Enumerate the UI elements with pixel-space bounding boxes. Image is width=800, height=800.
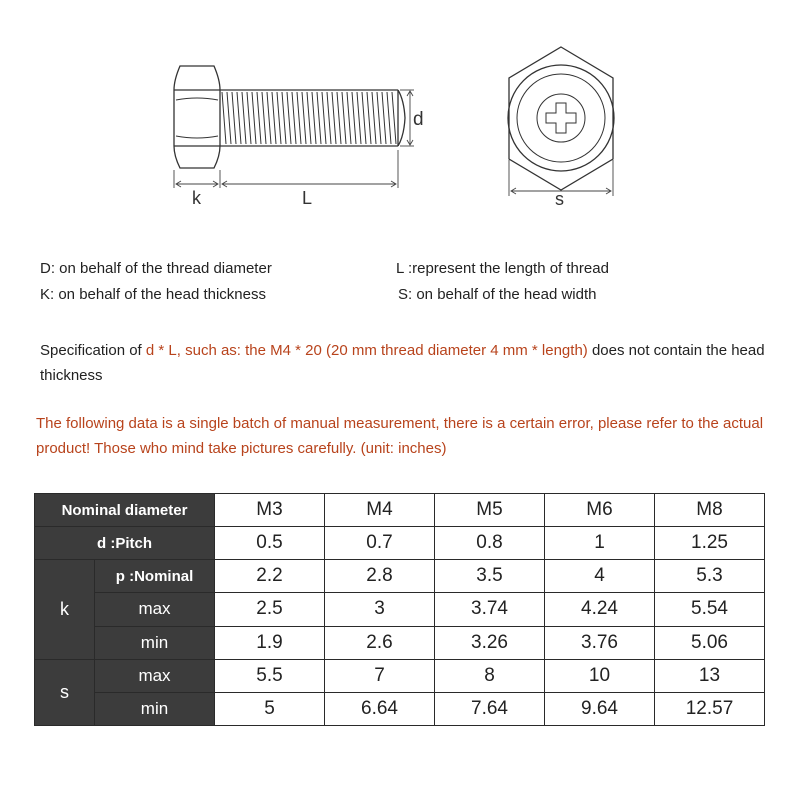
thread-line (337, 92, 341, 144)
table-cell: 12.57 (655, 692, 765, 725)
measurement-note: The following data is a single batch of manual measurement, there is a certain error, please refer to the actual product! Those who mind take pictures carefully. (unit: inches) (36, 415, 764, 457)
table-cell: M3 (215, 494, 325, 527)
thread-line (297, 92, 301, 144)
table-cell: M8 (655, 494, 765, 527)
table-row-k-nominal (35, 560, 765, 593)
legend-s: S: on behalf of the head width (398, 286, 597, 303)
bolt-side-view (174, 66, 405, 168)
thread-line (362, 92, 366, 144)
thread-line (382, 92, 386, 144)
table-cell: 13 (655, 659, 765, 692)
thread-line (392, 92, 396, 144)
s-group-header: s (35, 659, 95, 725)
table-cell: 1.9 (215, 626, 325, 659)
k-max-header: max (95, 593, 215, 626)
thread-line (237, 92, 241, 144)
table-cell: 3.76 (545, 626, 655, 659)
table-cell: 5.5 (215, 659, 325, 692)
phillips-cross-icon (546, 103, 576, 133)
thread-line (322, 92, 326, 144)
thread-line (387, 92, 391, 144)
table-cell: 2.6 (325, 626, 435, 659)
table-cell: 7.64 (435, 692, 545, 725)
spec-highlight: d * L, such as: the M4 * 20 (20 mm thread diameter 4 mm * length) (145, 342, 588, 359)
thread-line (227, 92, 231, 144)
table-cell: 8 (435, 659, 545, 692)
table-cell: 3.74 (435, 593, 545, 626)
table-cell: 7 (325, 659, 435, 692)
thread-line (262, 92, 266, 144)
table-cell: 2.8 (325, 560, 435, 593)
label-k: k (192, 188, 201, 208)
table-cell: 4.24 (545, 593, 655, 626)
table-cell: 3 (325, 593, 435, 626)
pitch-header: d :Pitch (35, 527, 215, 560)
thread-line (352, 92, 356, 144)
specification-text (40, 338, 780, 388)
spec-prefix: Specification of (40, 342, 146, 359)
table-cell: 4 (545, 560, 655, 593)
thread-line (277, 92, 281, 144)
thread-line (252, 92, 256, 144)
bolt-technical-drawing (0, 0, 800, 230)
table-row-sizes (35, 494, 765, 527)
thread-line (222, 92, 226, 144)
table-cell: 3.26 (435, 626, 545, 659)
thread-line (332, 92, 336, 144)
table-cell: 5 (215, 692, 325, 725)
thread-line (292, 92, 296, 144)
bolt-top-view (508, 47, 614, 190)
thread-line (377, 92, 381, 144)
table-cell: 1 (545, 527, 655, 560)
spec-suffix: does not contain the head thickness (40, 342, 765, 384)
legend-k: K: on behalf of the head thickness (40, 286, 266, 303)
table-cell: 2.2 (215, 560, 325, 593)
table-row-pitch (35, 527, 765, 560)
thread-line (372, 92, 376, 144)
label-L: L (302, 188, 313, 208)
table-cell: 0.7 (325, 527, 435, 560)
table-cell: 6.64 (325, 692, 435, 725)
table-cell: 10 (545, 659, 655, 692)
table-cell: 2.5 (215, 593, 325, 626)
k-min-header: min (95, 626, 215, 659)
table-cell: M5 (435, 494, 545, 527)
label-d: d (413, 109, 424, 130)
thread-line (232, 92, 236, 144)
table-cell: 5.3 (655, 560, 765, 593)
thread-line (312, 92, 316, 144)
dimension-table (34, 493, 765, 726)
table-cell: 5.54 (655, 593, 765, 626)
table-cell: 1.25 (655, 527, 765, 560)
table-cell: 0.5 (215, 527, 325, 560)
thread-line (302, 92, 306, 144)
thread-line (282, 92, 286, 144)
thread-line (367, 92, 371, 144)
table-cell: 5.06 (655, 626, 765, 659)
legend-l: L :represent the length of thread (396, 260, 609, 277)
label-s: s (555, 189, 564, 209)
table-row-s-min (35, 692, 765, 725)
thread-line (242, 92, 246, 144)
thread-line (267, 92, 271, 144)
table-cell: M4 (325, 494, 435, 527)
thread-line (317, 92, 321, 144)
thread-line (257, 92, 261, 144)
table-cell: 9.64 (545, 692, 655, 725)
thread-line (287, 92, 291, 144)
nominal-diameter-header: Nominal diameter (35, 494, 215, 527)
table-cell: M6 (545, 494, 655, 527)
p-nominal-header: p :Nominal (95, 560, 215, 593)
thread-line (347, 92, 351, 144)
k-group-header: k (35, 560, 95, 659)
thread-line (247, 92, 251, 144)
thread-line (342, 92, 346, 144)
table-row-k-min (35, 626, 765, 659)
thread-line (307, 92, 311, 144)
table-cell: 3.5 (435, 560, 545, 593)
thread-line (327, 92, 331, 144)
thread-line (272, 92, 276, 144)
s-max-header: max (95, 659, 215, 692)
legend-d: D: on behalf of the thread diameter (40, 260, 272, 277)
thread-line (357, 92, 361, 144)
table-row-k-max (35, 593, 765, 626)
table-cell: 0.8 (435, 527, 545, 560)
s-min-header: min (95, 692, 215, 725)
table-row-s-max (35, 659, 765, 692)
